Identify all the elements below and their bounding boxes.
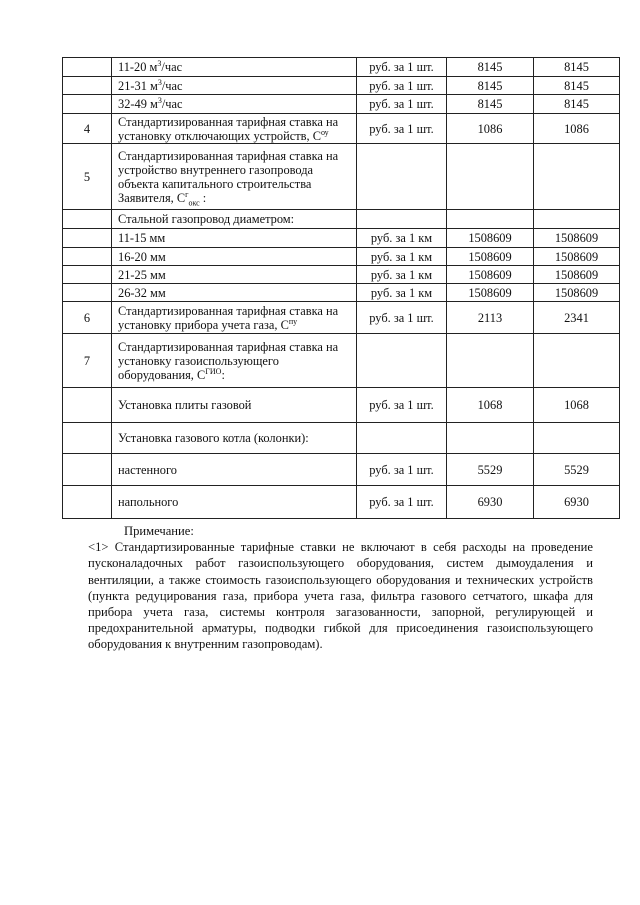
- row-unit: руб. за 1 км: [357, 284, 447, 302]
- footnote-title: Примечание:: [124, 524, 194, 538]
- table-row: [63, 454, 620, 486]
- row-unit: руб. за 1 шт.: [357, 302, 447, 334]
- row-number: [63, 454, 112, 486]
- table-row: [63, 58, 620, 77]
- table-row: [63, 388, 620, 423]
- table-row: [63, 334, 620, 388]
- row-description: Стальной газопровод диаметром:: [112, 210, 357, 229]
- row-value-2: [534, 144, 620, 210]
- table-row: [63, 486, 620, 519]
- table-row: [63, 229, 620, 248]
- row-value-2: 2341: [534, 302, 620, 334]
- row-number: [63, 248, 112, 266]
- table-row: [63, 77, 620, 95]
- row-value-2: 1086: [534, 114, 620, 144]
- row-value-1: 5529: [447, 454, 534, 486]
- row-value-1: [447, 423, 534, 454]
- row-description: 16-20 мм: [112, 248, 357, 266]
- row-unit: [357, 210, 447, 229]
- row-unit: руб. за 1 шт.: [357, 58, 447, 77]
- row-value-1: [447, 334, 534, 388]
- row-value-2: 1068: [534, 388, 620, 423]
- row-value-2: 1508609: [534, 229, 620, 248]
- table-row: [63, 302, 620, 334]
- table-row: [63, 423, 620, 454]
- row-value-2: 8145: [534, 95, 620, 114]
- row-number: [63, 210, 112, 229]
- row-value-2: 1508609: [534, 284, 620, 302]
- row-description: 11-15 мм: [112, 229, 357, 248]
- row-unit: руб. за 1 шт.: [357, 454, 447, 486]
- row-unit: руб. за 1 шт.: [357, 486, 447, 519]
- row-value-2: 1508609: [534, 248, 620, 266]
- row-value-2: [534, 210, 620, 229]
- row-value-1: 1086: [447, 114, 534, 144]
- row-unit: [357, 423, 447, 454]
- table-row: [63, 248, 620, 266]
- row-number: [63, 388, 112, 423]
- row-number: [63, 77, 112, 95]
- row-description: 21-31 $м^3$/час: [112, 77, 357, 95]
- row-number: 4: [63, 114, 112, 144]
- row-unit: руб. за 1 км: [357, 248, 447, 266]
- row-value-2: 6930: [534, 486, 620, 519]
- row-value-1: 8145: [447, 58, 534, 77]
- row-description: напольного: [112, 486, 357, 519]
- row-value-2: 5529: [534, 454, 620, 486]
- footnote: [88, 523, 593, 653]
- row-description: 26-32 мм: [112, 284, 357, 302]
- row-description: 32-49 $м^3$/час: [112, 95, 357, 114]
- row-value-1: 6930: [447, 486, 534, 519]
- row-value-2: [534, 334, 620, 388]
- row-unit: руб. за 1 км: [357, 266, 447, 284]
- row-value-2: [534, 423, 620, 454]
- row-unit: [357, 144, 447, 210]
- row-value-1: 1068: [447, 388, 534, 423]
- row-number: [63, 423, 112, 454]
- row-number: 5: [63, 144, 112, 210]
- row-value-2: 8145: [534, 77, 620, 95]
- row-value-1: 1508609: [447, 229, 534, 248]
- table-row: [63, 144, 620, 210]
- table-row: [63, 210, 620, 229]
- row-number: [63, 266, 112, 284]
- row-value-1: 8145: [447, 95, 534, 114]
- row-description: Стандартизированная тарифная ставка на установку прибора учета газа, $С^{пу}$: [112, 302, 357, 334]
- row-description: 21-25 мм: [112, 266, 357, 284]
- row-value-1: [447, 210, 534, 229]
- row-value-1: 1508609: [447, 248, 534, 266]
- row-number: 7: [63, 334, 112, 388]
- row-number: 6: [63, 302, 112, 334]
- row-value-1: 1508609: [447, 266, 534, 284]
- row-number: [63, 486, 112, 519]
- row-value-1: 2113: [447, 302, 534, 334]
- row-description: Установка газового котла (колонки):: [112, 423, 357, 454]
- row-value-1: 8145: [447, 77, 534, 95]
- row-description: Установка плиты газовой: [112, 388, 357, 423]
- row-value-2: 1508609: [534, 266, 620, 284]
- row-number: [63, 95, 112, 114]
- row-unit: руб. за 1 шт.: [357, 114, 447, 144]
- row-unit: руб. за 1 шт.: [357, 388, 447, 423]
- table-row: [63, 95, 620, 114]
- row-description: Стандартизированная тарифная ставка на установку отключающих устройств, $С^{оу}$: [112, 114, 357, 144]
- row-unit: руб. за 1 км: [357, 229, 447, 248]
- row-number: [63, 58, 112, 77]
- row-description: Стандартизированная тарифная ставка на устройство внутреннего газопровода объекта капитального строительства Заявителя, $С^г_{окс}$ :: [112, 144, 357, 210]
- row-description: настенного: [112, 454, 357, 486]
- row-value-1: 1508609: [447, 284, 534, 302]
- footnote-text: <1> Стандартизированные тарифные ставки не включают в себя расходы на проведение пусконаладочных работ газоиспользующего оборудования, систем дымоудаления и вентиляции, а также стоимость газоиспользующего оборудования и технических устройств (пункта редуцирования газа, прибора учета газа, фильтра газового сетчатого, шкафа для прибора учета газа, системы контроля загазованности, запорной, регулирующей и предохранительной арматуры, подводки гибкой для присоединения газоиспользующего оборудования к внутренним газопроводам).: [88, 540, 593, 652]
- table-row: [63, 284, 620, 302]
- row-description: 11-20 $м^3$/час: [112, 58, 357, 77]
- table-row: [63, 114, 620, 144]
- row-unit: руб. за 1 шт.: [357, 77, 447, 95]
- tariff-table: [62, 57, 620, 519]
- row-description: Стандартизированная тарифная ставка на установку газоиспользующего оборудования, $С^{ГИО}$:: [112, 334, 357, 388]
- row-number: [63, 229, 112, 248]
- row-unit: руб. за 1 шт.: [357, 95, 447, 114]
- row-value-2: 8145: [534, 58, 620, 77]
- row-unit: [357, 334, 447, 388]
- table-row: [63, 266, 620, 284]
- row-number: [63, 284, 112, 302]
- row-value-1: [447, 144, 534, 210]
